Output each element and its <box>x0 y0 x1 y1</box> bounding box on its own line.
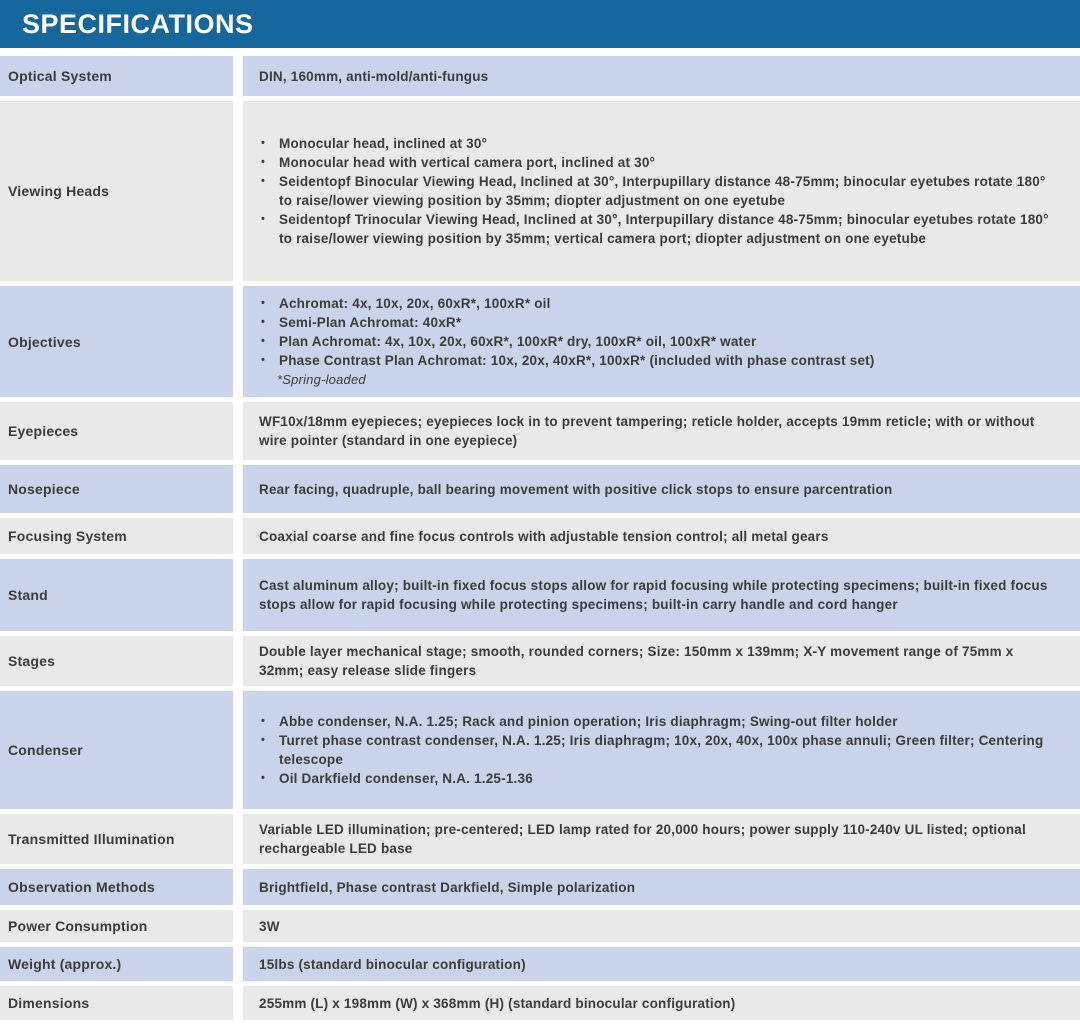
spec-text: Brightfield, Phase contrast Darkfield, Simple polarization <box>259 879 636 895</box>
spec-label: Optical System <box>0 56 233 96</box>
spec-label: Transmitted Illumination <box>0 814 233 864</box>
spec-bullet-text: Monocular head, inclined at 30° <box>279 136 488 151</box>
spec-value <box>243 518 1080 554</box>
spec-bullet-text: Phase Contrast Plan Achromat: 10x, 20x, 40xR*, 100xR* (included with phase contrast set) <box>279 353 875 368</box>
spec-value <box>243 910 1080 942</box>
spec-text: DIN, 160mm, anti-mold/anti-fungus <box>259 68 489 84</box>
spec-bullet-list <box>259 294 1049 370</box>
spec-bullet-item <box>259 351 1049 370</box>
spec-text: Coaxial coarse and fine focus controls with adjustable tension control; all metal gears <box>259 528 829 544</box>
spec-label: Eyepieces <box>0 402 233 460</box>
spec-value <box>243 559 1080 631</box>
spec-label: Power Consumption <box>0 910 233 942</box>
bullet-icon: • <box>261 316 266 328</box>
bullet-icon: • <box>261 213 266 225</box>
spec-row <box>0 559 1080 631</box>
spec-bullet-text: Monocular head with vertical camera port, inclined at 30° <box>279 155 656 170</box>
spec-row <box>0 402 1080 460</box>
spec-value <box>243 869 1080 905</box>
spec-label: Weight (approx.) <box>0 947 233 981</box>
spec-row <box>0 101 1080 281</box>
spec-text: Double layer mechanical stage; smooth, rounded corners; Size: 150mm x 139mm; X-Y movement range of 75mm x 32mm; easy release slide fingers <box>259 644 1014 678</box>
spec-bullet-text: Seidentopf Binocular Viewing Head, Inclined at 30°, Interpupillary distance 48-75mm; binocular eyetubes rotate 180° to raise/lower viewing position by 35mm; diopter adjustment on one eyetube <box>279 174 1046 208</box>
spec-value <box>243 286 1080 397</box>
spec-text: Variable LED illumination; pre-centered; LED lamp rated for 20,000 hours; power supply 110-240v UL listed; optional rechargeable LED base <box>259 822 1026 856</box>
spec-value <box>243 56 1080 96</box>
spec-text: Cast aluminum alloy; built-in fixed focus stops allow for rapid focusing while protecting specimens; built-in fixed focus stops allow for rapid focusing while protecting specimens; built-in carry handle and cord hanger <box>259 578 1048 612</box>
spec-bullet-text: Semi-Plan Achromat: 40xR* <box>279 315 462 330</box>
spec-row <box>0 691 1080 809</box>
spec-label: Stand <box>0 559 233 631</box>
spec-text: Rear facing, quadruple, ball bearing movement with positive click stops to ensure parcentration <box>259 481 893 497</box>
spec-label: Focusing System <box>0 518 233 554</box>
spec-row <box>0 286 1080 397</box>
spec-value <box>243 814 1080 864</box>
spec-text: 3W <box>259 918 280 934</box>
bullet-icon: • <box>261 734 266 746</box>
spec-row <box>0 814 1080 864</box>
spec-label: Dimensions <box>0 986 233 1020</box>
spec-text: 15lbs (standard binocular configuration) <box>259 956 526 972</box>
spec-bullet-text: Achromat: 4x, 10x, 20x, 60xR*, 100xR* oil <box>279 296 551 311</box>
spec-value <box>243 402 1080 460</box>
spec-bullet-item <box>259 712 1049 731</box>
spec-bullet-item <box>259 294 1049 313</box>
spec-value <box>243 691 1080 809</box>
spec-label: Objectives <box>0 286 233 397</box>
spec-bullet-list <box>259 712 1049 788</box>
spec-bullet-item <box>259 769 1049 788</box>
spec-label: Stages <box>0 636 233 686</box>
spec-value <box>243 465 1080 513</box>
bullet-icon: • <box>261 772 266 784</box>
spec-bullet-item <box>259 731 1049 769</box>
spec-row <box>0 465 1080 513</box>
spec-label: Condenser <box>0 691 233 809</box>
spec-row <box>0 986 1080 1020</box>
bullet-icon: • <box>261 715 266 727</box>
spec-label: Observation Methods <box>0 869 233 905</box>
spec-row <box>0 910 1080 942</box>
spec-row <box>0 947 1080 981</box>
spec-bullet-list <box>259 134 1049 248</box>
spec-label: Viewing Heads <box>0 101 233 281</box>
spec-bullet-text: Abbe condenser, N.A. 1.25; Rack and pinion operation; Iris diaphragm; Swing-out filter holder <box>279 714 898 729</box>
bullet-icon: • <box>261 335 266 347</box>
spec-bullet-item <box>259 134 1049 153</box>
spec-row <box>0 636 1080 686</box>
bullet-icon: • <box>261 175 266 187</box>
spec-row <box>0 56 1080 96</box>
spec-bullet-text: Oil Darkfield condenser, N.A. 1.25-1.36 <box>279 771 533 786</box>
spec-bullet-item <box>259 332 1049 351</box>
spec-bullet-item <box>259 313 1049 332</box>
bullet-icon: • <box>261 297 266 309</box>
spec-value <box>243 101 1080 281</box>
spec-text: 255mm (L) x 198mm (W) x 368mm (H) (standard binocular configuration) <box>259 995 736 1011</box>
spec-text: WF10x/18mm eyepieces; eyepieces lock in to prevent tampering; reticle holder, accepts 19mm reticle; with or without wire pointer (standard in one eyepiece) <box>259 414 1035 448</box>
table-header <box>0 0 1080 48</box>
spec-row <box>0 518 1080 554</box>
bullet-icon: • <box>261 137 266 149</box>
spec-bullet-text: Turret phase contrast condenser, N.A. 1.25; Iris diaphragm; 10x, 20x, 40x, 100x phase annuli; Green filter; Centering telescope <box>279 733 1044 767</box>
spec-table <box>0 56 1080 1020</box>
spec-bullet-item <box>259 172 1049 210</box>
spec-note: *Spring-loaded <box>277 372 366 387</box>
spec-bullet-item <box>259 153 1049 172</box>
page-title: SPECIFICATIONS <box>22 8 254 39</box>
spec-value <box>243 636 1080 686</box>
bullet-icon: • <box>261 156 266 168</box>
spec-value <box>243 986 1080 1020</box>
spec-value <box>243 947 1080 981</box>
spec-row <box>0 869 1080 905</box>
spec-bullet-text: Plan Achromat: 4x, 10x, 20x, 60xR*, 100xR* dry, 100xR* oil, 100xR* water <box>279 334 757 349</box>
bullet-icon: • <box>261 354 266 366</box>
spec-bullet-text: Seidentopf Trinocular Viewing Head, Inclined at 30°, Interpupillary distance 48-75mm; binocular eyetubes rotate 180° to raise/lower viewing position by 35mm; vertical camera port; diopter adjustment on one eyetube <box>279 212 1049 246</box>
spec-bullet-item <box>259 210 1049 248</box>
spec-label: Nosepiece <box>0 465 233 513</box>
